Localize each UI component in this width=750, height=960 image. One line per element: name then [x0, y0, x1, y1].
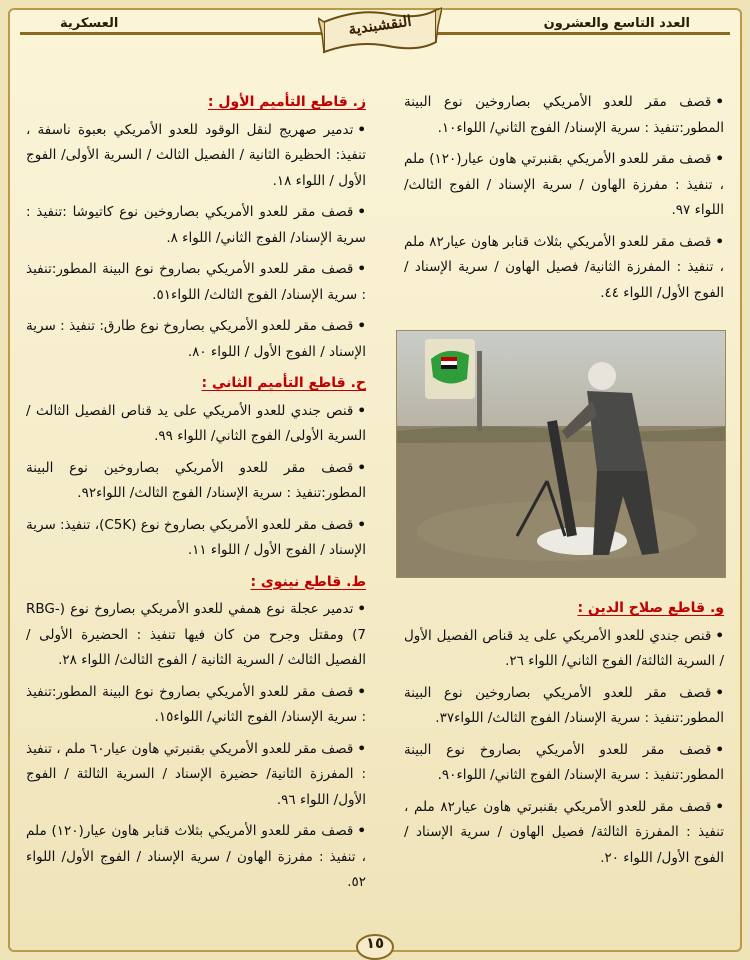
- list-item: •قصف مقر للعدو الأمريكي بقنبرتي هاون عيار(١٢٠) ملم ، تنفيذ : مفرزة الهاون / سرية الإسناد / الفوج الثالث/ اللواء ٩٧.: [404, 151, 724, 218]
- header-issue: العدد التاسع والعشرون: [543, 16, 690, 31]
- section-title-salahuddin: و. قاطع صلاح الدين :: [577, 600, 724, 616]
- bullet-icon: •: [357, 516, 366, 533]
- banner-title: النقشبندية: [347, 11, 413, 39]
- bullet-icon: •: [357, 601, 366, 617]
- section-title-tamim-1: ز. قاطع التأميم الأول :: [207, 94, 366, 110]
- list-item: •تدمير صهريج لنقل الوقود للعدو الأمريكي بعبوة ناسفة ، تنفيذ: الحظيرة الثانية / الفصيل الثالث / السرية الأولى/ الفوج الأول / اللواء ١٨.: [26, 121, 366, 189]
- bullet-icon: •: [357, 261, 366, 277]
- bullet-icon: •: [357, 823, 366, 839]
- list-item: •قصف مقر للعدو الأمريكي بصاروخ نوع (C5K)، تنفيذ: سرية الإسناد / الفوج الأول / اللواء ١١.: [26, 516, 366, 558]
- bullet-icon: •: [715, 151, 724, 167]
- list-item: •قصف مقر للعدو الأمريكي بقنبرتي هاون عيار٨٢ ملم ، تنفيذ : المفرزة الثالثة/ فصيل الهاون / سرية الإسناد / الفوج الأول/ اللواء ٢٠.: [404, 798, 725, 866]
- bullet-icon: •: [715, 684, 724, 701]
- list-item: •قصف مقر للعدو الأمريكي بصاروخ نوع طارق: تنفيذ : سرية الإسناد / الفوج الأول / اللواء ٨٠.: [26, 318, 366, 360]
- header-section: العسكرية: [60, 16, 119, 31]
- bullet-icon: •: [357, 121, 366, 138]
- list-item: •قصف مقر للعدو الأمريكي بثلاث قنابر هاون عيار(١٢٠) ملم ، تنفيذ : مفرزة الهاون / سرية الإسناد / الفوج الأول/ اللواء ٥٢.: [26, 823, 366, 890]
- right-column-top: [404, 90, 724, 312]
- bullet-icon: •: [357, 204, 366, 220]
- bullet-icon: •: [715, 741, 724, 758]
- bullet-icon: •: [357, 318, 366, 334]
- section-title-tamim-2: ح. قاطع التأميم الثاني :: [201, 375, 366, 391]
- bullet-icon: •: [715, 94, 724, 110]
- bullet-icon: •: [715, 627, 724, 644]
- bullet-icon: •: [357, 459, 366, 476]
- bullet-icon: •: [715, 233, 724, 250]
- list-item: •قصف مقر للعدو الأمريكي بصاروخ نوع البينة المطور:تنفيذ : سرية الإسناد/ الفوج الثالث/ اللواء٥١.: [26, 261, 366, 303]
- list-item: •قنص جندي للعدو الأمريكي على يد قناص الفصيل الأول / السرية الثالثة/ الفوج الثاني/ اللواء ٢٦.: [404, 627, 724, 669]
- bullet-icon: •: [357, 683, 366, 700]
- mortar-photo: [396, 330, 726, 578]
- right-column-bottom: [404, 596, 724, 877]
- list-item: •قنص جندي للعدو الأمريكي على يد قناص الفصيل الثالث / السرية الأولى/ الفوج الثاني/ اللواء ٩٩.: [26, 402, 366, 444]
- bullet-icon: •: [715, 798, 725, 815]
- list-item: •قصف مقر للعدو الأمريكي بقنبرتي هاون عيار٦٠ ملم ، تنفيذ : المفرزة الثانية/ حضيرة الإسناد / السرية الثالثة / الفوج الأول/ اللواء ٩٦.: [26, 740, 366, 808]
- list-item: •قصف مقر للعدو الأمريكي بصاروخين نوع البينة المطور:تنفيذ : سرية الإسناد/ الفوج الثالث/ اللواء٣٧.: [404, 684, 724, 726]
- bullet-icon: •: [357, 740, 366, 757]
- list-item: •قصف مقر للعدو الأمريكي بثلاث قنابر هاون عيار٨٢ ملم ، تنفيذ : المفرزة الثانية/ فصيل الهاون / سرية الإسناد / الفوج الأول/ اللواء ٤٤.: [404, 233, 724, 301]
- list-item: •قصف مقر للعدو الأمريكي بصاروخين نوع كاتيوشا :تنفيذ : سرية الإسناد/ الفوج الثاني/ اللواء ٨.: [26, 204, 366, 246]
- list-item: •قصف مقر للعدو الأمريكي بصاروخين نوع البينة المطور:تنفيذ : سرية الإسناد/ الفوج الثالث/ اللواء٩٢.: [26, 459, 366, 501]
- list-item: •قصف مقر للعدو الأمريكي بصاروخين نوع البينة المطور:تنفيذ : سرية الإسناد/ الفوج الثاني/ اللواء١٠.: [404, 94, 724, 136]
- list-item: •قصف مقر للعدو الأمريكي بصاروخ نوع البينة المطور:تنفيذ : سرية الإسناد/ الفوج الثاني/ اللواء٩٠.: [404, 741, 724, 783]
- page-number: ١٥: [365, 934, 385, 952]
- left-column: [26, 90, 366, 902]
- list-item: •قصف مقر للعدو الأمريكي بصاروخ نوع البينة المطور:تنفيذ : سرية الإسناد/ الفوج الثاني/ اللواء١٥.: [26, 683, 366, 725]
- list-item: •تدمير عجلة نوع همفي للعدو الأمريكي بصاروخ نوع (RBG-7) ومقتل وجرح من كان فيها تنفيذ : الحضيرة الأولى / الفصيل الثالث / السرية الثانية / الفوج الثالث/ اللواء ٢٨.: [26, 601, 366, 668]
- bullet-icon: •: [357, 402, 366, 419]
- section-title-nineveh: ط. قاطع نينوى :: [250, 573, 366, 590]
